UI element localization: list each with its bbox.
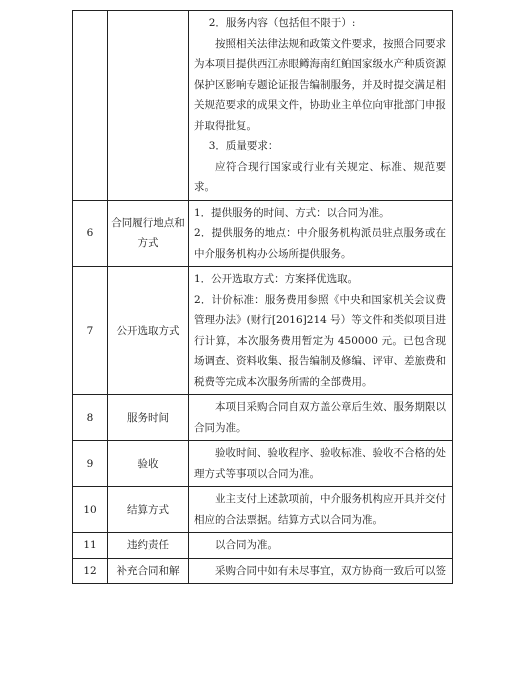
row-content	[189, 200, 453, 267]
table-row	[73, 11, 453, 201]
table-row	[73, 441, 453, 487]
content-paragraph: 2．提供服务的地点：中介服务机构派员驻点服务或在中介服务机构办公场所提供服务。	[194, 227, 446, 260]
row-item	[108, 11, 189, 201]
table-row	[73, 200, 453, 267]
content-paragraph: 1．提供服务的时间、方式：以合同为准。	[194, 206, 390, 219]
content-paragraph: 业主支付上述款项前，中介服务机构应开具并交付相应的合法票据。结算方式以合同为准。	[194, 493, 446, 526]
row-content	[189, 395, 453, 441]
content-paragraph: 2．计价标准：服务费用参照《中央和国家机关会议费管理办法》(财行[2016]214 号）等文件和类似项目进行计算，本次服务费用暂定为 450000 元。已包含现场调查、资料收集、报告编制及修编、评审、差旅费和税费等完成本次服务所需的全部费用。	[194, 293, 446, 388]
row-item: 公开选取方式	[108, 267, 189, 395]
content-paragraph: 应符合现行国家或行业有关规定、标准、规范要求。	[194, 160, 446, 193]
row-number: 9	[73, 441, 108, 487]
row-number: 6	[73, 200, 108, 267]
row-content	[189, 267, 453, 395]
row-item: 违约责任	[108, 533, 189, 559]
content-paragraph: 2．服务内容（包括但不限于）:	[208, 17, 356, 29]
row-number: 7	[73, 267, 108, 395]
row-item: 补充合同和解	[108, 558, 189, 584]
row-content	[189, 11, 453, 201]
table-row	[73, 533, 453, 559]
row-item: 验收	[108, 441, 189, 487]
row-content	[189, 533, 453, 559]
row-number: 11	[73, 533, 108, 559]
table-row	[73, 487, 453, 533]
requirements-table	[72, 10, 453, 584]
row-item: 结算方式	[108, 487, 189, 533]
row-item: 合同履行地点和方式	[108, 200, 189, 267]
content-paragraph: 采购合同中如有未尽事宜，双方协商一致后可以签	[215, 564, 446, 577]
row-number: 12	[73, 558, 108, 584]
content-paragraph: 1．公开选取方式：方案择优选取。	[194, 273, 359, 285]
row-content	[189, 558, 453, 584]
table-row	[73, 558, 453, 584]
table-row	[73, 267, 453, 395]
row-number: 10	[73, 487, 108, 533]
content-paragraph: 以合同为准。	[215, 539, 278, 551]
content-paragraph: 本项目采购合同自双方盖公章后生效、服务期限以合同为准。	[194, 401, 446, 434]
table-row	[73, 395, 453, 441]
row-number	[73, 11, 108, 201]
row-content	[189, 441, 453, 487]
row-number: 8	[73, 395, 108, 441]
content-paragraph: 按照相关法律法规和政策文件要求，按照合同要求为本项目提供西江赤眼鳟海南红鲌国家级水产种质资源保护区影响专题论证报告编制服务，并及时提交满足相关规范要求的成果文件，协助业主单位向审批部门申报并取得批复。	[194, 37, 446, 132]
row-item: 服务时间	[108, 395, 189, 441]
content-paragraph: 验收时间、验收程序、验收标准、验收不合格的处理方式等事项以合同为准。	[194, 447, 446, 480]
row-content	[189, 487, 453, 533]
content-paragraph: 3．质量要求：	[208, 140, 279, 152]
